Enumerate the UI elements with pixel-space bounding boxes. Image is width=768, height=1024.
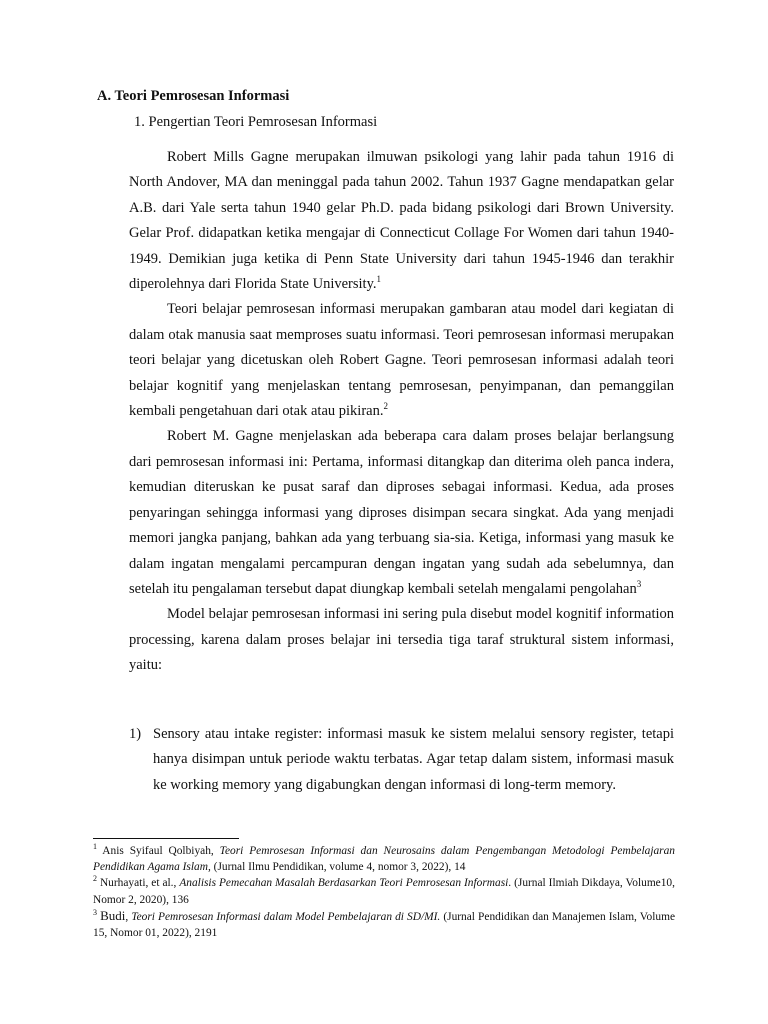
- paragraph-1-text: Robert Mills Gagne merupakan ilmuwan psikologi yang lahir pada tahun 1916 di North Andover, MA dan meninggal pada tahun 2002. Tahun 1937 Gagne mendapatkan gelar A.B. dari Yale serta tahun 1940 gelar Ph.D. pada bidang psikologi dari Brown University. Gelar Prof. didapatkan ketika mengajar di Connecticut Collage For Women dari tahun 1940-1949. Demikian juga ketika di Penn State University dari tahun 1945-1946 dan terakhir diperolehnya dari Florida State University.: [129, 149, 674, 293]
- footnote-3-source: (Jurnal Pendidikan dan Manajemen Islam, Volume 15, Nomor 01, 2022), 2191: [93, 910, 676, 940]
- section-heading: A. Teori Pemrosesan Informasi: [97, 88, 290, 104]
- footnote-3: $^3$ Budi, Teori Pemrosesan Informasi dalam Model Pembelajaran di SD/MI. (Jurnal Pendidikan dan Manajemen Islam, Volume 15, Nomor 01, 2022), 2191: [93, 907, 676, 940]
- footnote-2-title: Analisis Pemecahan Masalah Berdasarkan Teori Pemrosesan Informasi: [179, 877, 509, 890]
- footnote-1-title: Teori Pemrosesan Informasi dan Neurosains dalam Pengembangan Metodologi Pembelajaran Pendidikan Agama Islam,: [93, 845, 676, 874]
- footnote-1-author: Anis Syifaul Qolbiyah,: [102, 845, 220, 857]
- paragraph-2: [129, 297, 674, 424]
- footnote-1-source: (Jurnal Ilmu Pendidikan, volume 4, nomor 3, 2022), 14: [210, 861, 466, 874]
- paragraph-4: [129, 602, 674, 678]
- subsection-heading: 1. Pengertian Teori Pemrosesan Informasi: [134, 114, 378, 130]
- paragraph-2-text: Teori belajar pemrosesan informasi merupakan gambaran atau model dari kegiatan di dalam otak manusia saat memproses suatu informasi. Teori pemrosesan informasi merupakan teori belajar yang dicetuskan oleh Robert Gagne. Teori pemrosesan informasi adalah teori belajar kognitif yang menjelaskan tentang pemrosesan, penyimpanan, dan pemanggilan kembali pengetahuan dari otak atau pikiran.: [129, 301, 674, 420]
- body-text: [129, 145, 674, 679]
- paragraph-4-text: Model belajar pemrosesan informasi ini sering pula disebut model kognitif information processing, karena dalam proses belajar ini tersedia tiga taraf struktural sistem informasi, yaitu:: [129, 606, 674, 674]
- footnote-3-title: Teori Pemrosesan Informasi dalam Model Pembelajaran di SD/MI.: [131, 910, 441, 923]
- paragraph-3-text: Robert M. Gagne menjelaskan ada beberapa cara dalam proses belajar berlangsung dari pemrosesan informasi ini: Pertama, informasi ditangkap dan diterima oleh panca indera, kemudian diteruskan ke pusat saraf dan diproses sebagai informasi. Kedua, ada proses penyaringan sehingga informasi yang diproses disimpan secara singkat. Ada yang menjadi memori jangka panjang, bahkan ada yang terbuang sia-sia. Ketiga, informasi yang masuk ke dalam ingatan mengalami percampuran dengan ingatan yang sudah ada sebelumnya, dan setelah itu pengalaman tersebut dapat diungkap kembali setelah mengalami pengolahan: [129, 428, 674, 597]
- footnote-2: [93, 875, 675, 907]
- footnote-3-number: 3: [93, 908, 97, 918]
- footnote-3-author: Budi: [100, 907, 126, 923]
- footnotes: [93, 843, 675, 941]
- footnote-separator: [93, 838, 239, 839]
- paragraph-3: [129, 424, 674, 602]
- footnote-1-number: 1: [93, 842, 97, 852]
- footnote-ref-3: 3: [636, 579, 642, 590]
- list-item-text: Sensory atau intake register: informasi masuk ke sistem melalui sensory register, tetapi hanya disimpan untuk periode waktu terbatas. Agar tetap dalam sistem, informasi masuk ke working memory yang digabungkan dengan informasi di long-term memory.: [153, 726, 674, 793]
- list-item: [129, 722, 674, 798]
- list-item-number: 1): [129, 726, 142, 742]
- footnote-ref-1: 1: [376, 274, 382, 285]
- footnote-1: [93, 843, 675, 875]
- footnote-ref-2: 2: [383, 401, 388, 412]
- footnote-2-number: 2: [93, 874, 97, 884]
- footnote-2-source: . (Jurnal Ilmiah Dikdaya, Volume10, Nomor 2, 2020), 136: [93, 877, 675, 906]
- footnote-2-author: Nurhayati, et al.,: [99, 877, 180, 890]
- paragraph-1: [129, 145, 674, 297]
